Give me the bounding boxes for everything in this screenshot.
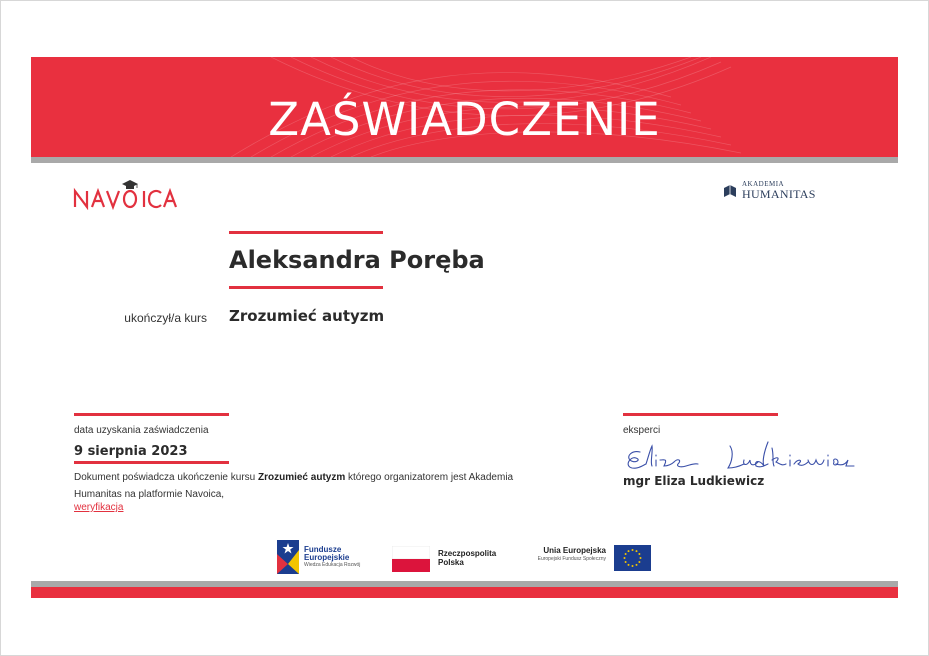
experts-rule	[623, 413, 778, 416]
description-text-end: którego organizatorem jest Akademia Humanitas na platformie Navoica,	[74, 472, 514, 500]
fe-star-icon	[277, 540, 299, 574]
name-rule-bottom	[229, 286, 383, 289]
date-value: 9 sierpnia 2023	[74, 444, 188, 459]
fe-line1: Fundusze	[304, 544, 342, 554]
description-course-name: Zrozumieć autyzm	[257, 472, 346, 483]
fundusze-europejskie-logo	[277, 540, 360, 574]
eu-flag-icon	[614, 545, 651, 571]
book-icon	[722, 183, 738, 199]
funding-logos-strip	[0, 538, 929, 578]
akademia-humanitas-logo	[722, 181, 816, 200]
navoica-logo	[73, 176, 188, 210]
rzeczpospolita-polska-logo	[392, 546, 496, 572]
expert-name: mgr Eliza Ludkiewicz	[623, 474, 765, 488]
verify-link[interactable]: weryfikacja	[74, 502, 124, 513]
certificate-title: ZAŚWIADCZENIE	[268, 93, 661, 146]
header-banner	[31, 57, 898, 157]
date-label: data uzyskania zaświadczenia	[74, 425, 209, 436]
organizer-logo-line2: HUMANITAS	[742, 187, 816, 201]
certificate-description	[74, 469, 544, 503]
footer-red-band	[31, 587, 898, 598]
name-rule-top	[229, 231, 383, 234]
experts-label: eksperci	[623, 425, 661, 436]
date-rule-bottom	[74, 461, 229, 464]
fe-line3: Wiedza Edukacja Rozwój	[304, 561, 361, 568]
rp-line1: Rzeczpospolita	[438, 549, 497, 559]
fe-line2: Europejskie	[304, 553, 350, 563]
ue-line1: Unia Europejska	[543, 546, 606, 555]
rp-line2: Polska	[438, 558, 464, 567]
ue-line2: Europejski Fundusz Społeczny	[537, 555, 606, 562]
expert-signature	[622, 438, 857, 479]
recipient-name: Aleksandra Poręba	[229, 246, 485, 274]
handwritten-signature	[622, 438, 857, 474]
date-rule-top	[74, 413, 229, 416]
navoica-logo-mark	[73, 176, 188, 210]
description-text-start: Dokument poświadcza ukończenie kursu	[74, 472, 258, 483]
unia-europejska-text	[525, 546, 606, 562]
course-name: Zrozumieć autyzm	[229, 307, 385, 325]
header-gray-band	[31, 157, 898, 163]
completed-label: ukończył/a kurs	[124, 311, 207, 325]
polish-flag-icon	[392, 546, 430, 572]
organizer-logo-line1: AKADEMIA	[742, 180, 785, 188]
